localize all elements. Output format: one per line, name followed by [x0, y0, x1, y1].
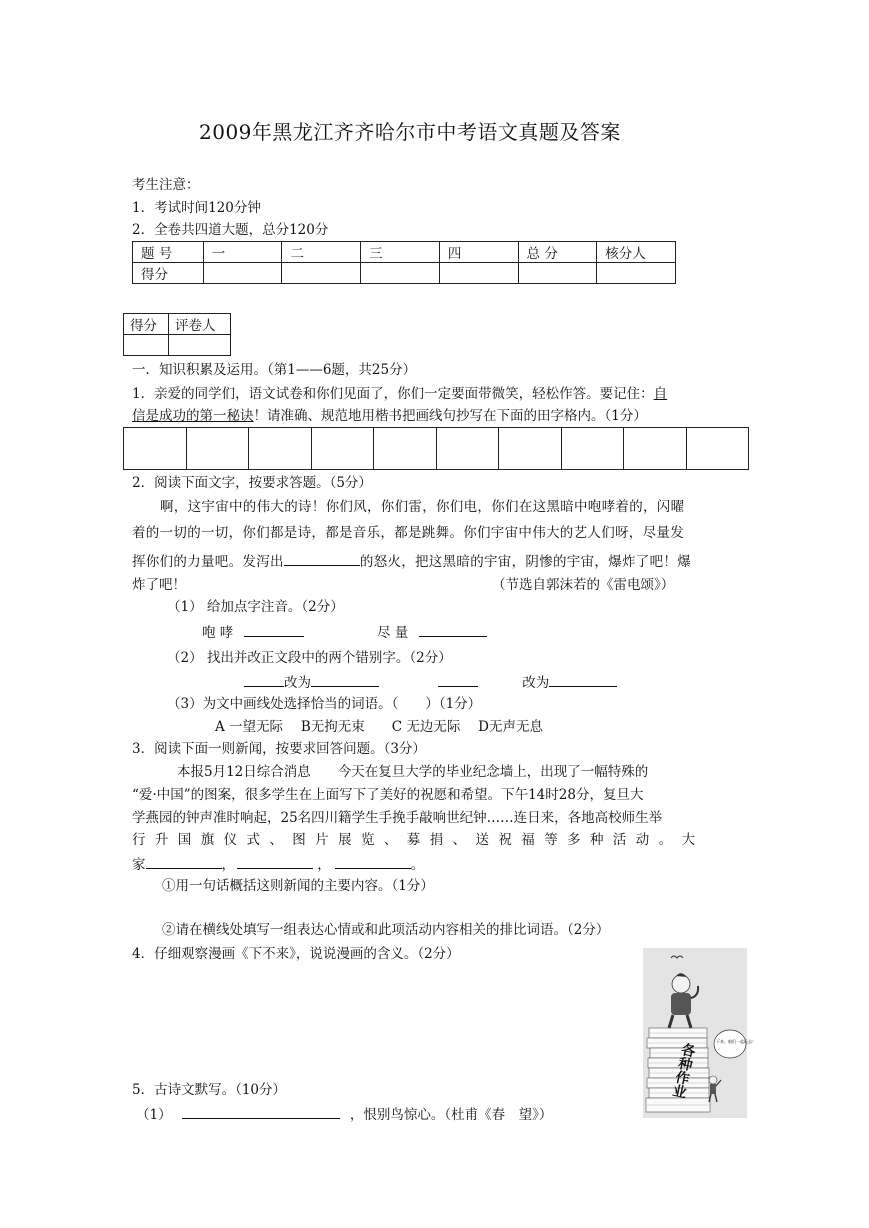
question-1-text: 1．亲爱的同学们，语文试卷和你们见面了，你们一定要面带微笑，轻松作答。要记住： — [132, 386, 654, 402]
score-input-cell[interactable] — [361, 263, 440, 284]
score-input-cell[interactable] — [439, 263, 518, 284]
passage-source: （节选自郭沫若的《雷电颂》） — [492, 577, 675, 593]
grader-score-cell[interactable] — [124, 335, 169, 356]
question-1-line-2 — [132, 407, 647, 425]
news-line: “爱·中国”的图案，很多学生在上面写下了美好的祝愿和希望。下午14时28分，复旦大 — [132, 787, 644, 803]
pinyin-answer-line[interactable] — [419, 622, 487, 637]
correction-row — [438, 672, 617, 692]
news-line-blanks — [132, 854, 424, 874]
pinyin-answer-line[interactable] — [244, 622, 304, 637]
sub-question-2-2: （2） 找出并改正文段中的两个错别字。（2分） — [167, 650, 452, 666]
underlined-sentence: 自 — [653, 386, 668, 402]
sub-question-3-2: ②请在横线处填写一组表达心情或和此项活动内容相关的排比词语。（2分） — [162, 922, 610, 938]
score-input-cell[interactable] — [597, 263, 676, 284]
passage-line: 啊，这宇宙中的伟大的诗！你们风，你们雷，你们电，你们在这黑暗中咆哮着的，闪曜 — [160, 499, 685, 515]
word-label: 尽 量 — [377, 625, 409, 641]
grid-cell[interactable] — [249, 428, 312, 469]
parallel-word-blank-2[interactable] — [237, 854, 313, 869]
speech-bubble — [714, 1030, 756, 1058]
grid-cell[interactable] — [124, 428, 187, 469]
grid-cell[interactable] — [312, 428, 375, 469]
grid-cell[interactable] — [187, 428, 250, 469]
grid-cell[interactable] — [562, 428, 625, 469]
wrong-char-line[interactable] — [438, 672, 478, 687]
pinyin-word-2 — [377, 622, 487, 642]
pinyin-word-1 — [202, 622, 304, 642]
sub-question-2-3: （3）为文中画线处选择恰当的词语。（ ）（1分） — [167, 696, 482, 712]
score-input-cell[interactable] — [203, 263, 282, 284]
writing-grid — [123, 427, 749, 470]
passage-line — [132, 551, 691, 571]
poem-text: ，恨别鸟惊心。（杜甫《春 望》） — [349, 1107, 553, 1123]
score-table — [132, 241, 676, 284]
question-5-heading: 5．古诗文默写。（10分） — [132, 1082, 287, 1098]
score-input-cell[interactable] — [282, 263, 361, 284]
score-input-cell[interactable] — [518, 263, 597, 284]
separator: ， — [317, 857, 331, 873]
parallel-word-blank-1[interactable] — [146, 854, 222, 869]
question-4: 4．仔细观察漫画《下不来》，说说漫画的含义。（2分） — [132, 946, 460, 962]
question-3-heading: 3．阅读下面一则新闻，按要求回答问题。（3分） — [132, 741, 426, 757]
grid-cell[interactable] — [374, 428, 437, 469]
score-row-label: 得分 — [133, 263, 204, 284]
news-line: 学燕园的钟声准时响起，25名四川籍学生手挽手敲响世纪钟……连日来，各地高校师生举 — [132, 810, 663, 826]
score-header-cell: 一 — [203, 242, 282, 263]
score-header-cell: 二 — [282, 242, 361, 263]
correct-char-line[interactable] — [311, 672, 379, 687]
passage-line: 炸了吧！ — [132, 577, 186, 593]
section-1-heading: 一．知识积累及运用。（第1——6题，共25分） — [132, 362, 417, 378]
passage-text: 挥你们的力量吧。发泻出 — [132, 554, 284, 570]
change-label: 改为 — [522, 675, 550, 691]
parallel-word-blank-3[interactable] — [335, 854, 411, 869]
word-label: 咆 哮 — [202, 625, 234, 641]
wrong-char-line[interactable] — [244, 672, 284, 687]
cartoon-stack-title: 各种作业 — [669, 1041, 697, 1100]
score-header-cell: 四 — [439, 242, 518, 263]
grader-score-label: 得分 — [124, 314, 169, 335]
poem-answer-line[interactable] — [182, 1104, 340, 1119]
question-1-line-1 — [132, 385, 667, 403]
separator: ， — [221, 857, 235, 873]
grader-table — [123, 313, 231, 356]
grid-cell[interactable] — [687, 428, 749, 469]
score-header-cell: 核分人 — [597, 242, 676, 263]
score-table-row — [133, 263, 676, 284]
score-header-cell: 三 — [361, 242, 440, 263]
question-5-1 — [136, 1104, 552, 1124]
notice-item-2: 2．全卷共四道大题，总分120分 — [132, 222, 329, 238]
correction-row — [244, 672, 379, 692]
score-table-header-row — [133, 242, 676, 263]
blank-line[interactable] — [284, 551, 360, 566]
separator: 。 — [410, 857, 425, 873]
grid-cell[interactable] — [499, 428, 562, 469]
question-1-text: ！请准确、规范地用楷书把画线句抄写在下面的田字格内。（1分） — [253, 408, 647, 424]
passage-line: 着的一切的一切，你们都是诗，都是音乐，都是跳舞。你们宇宙中伟大的艺人们呀，尽量发 — [132, 525, 684, 541]
grid-cell[interactable] — [437, 428, 500, 469]
score-header-cell: 题 号 — [133, 242, 204, 263]
grader-name-cell[interactable] — [169, 335, 231, 356]
speech-bubble-text: 下来，咱们一起玩去！ — [716, 1039, 756, 1044]
news-text: 家 — [132, 857, 146, 873]
cartoon-image — [643, 948, 756, 1118]
grader-name-label: 评卷人 — [169, 314, 231, 335]
passage-text: 的怒火，把这黑暗的宇宙，阴惨的宇宙，爆炸了吧！爆 — [359, 554, 692, 570]
news-line: 本报5月12日综合消息 今天在复旦大学的毕业纪念墙上，出现了一幅特殊的 — [177, 764, 649, 780]
item-number: （1） — [136, 1107, 172, 1123]
grid-cell[interactable] — [624, 428, 687, 469]
underlined-sentence: 信是成功的第一秘诀 — [132, 408, 254, 424]
question-2-heading: 2．阅读下面文字，按要求答题。（5分） — [132, 475, 372, 491]
notice-heading: 考生注意： — [132, 177, 200, 193]
page-title: 2009年黑龙江齐齐哈尔市中考语文真题及答案 — [199, 120, 621, 144]
correct-char-line[interactable] — [549, 672, 617, 687]
options-row: A 一望无际 B无拘无束 C 无边无际 D无声无息 — [215, 719, 543, 735]
news-line: 行升国旗仪式、图片展览、募捐、送祝福等多种活动。大 — [132, 832, 705, 848]
score-header-cell: 总 分 — [518, 242, 597, 263]
change-label: 改为 — [284, 675, 311, 691]
sub-question-3-1: ①用一句话概括这则新闻的主要内容。（1分） — [162, 878, 434, 894]
sub-question-2-1: （1） 给加点字注音。（2分） — [167, 599, 344, 615]
notice-item-1: 1．考试时间120分钟 — [132, 200, 261, 216]
